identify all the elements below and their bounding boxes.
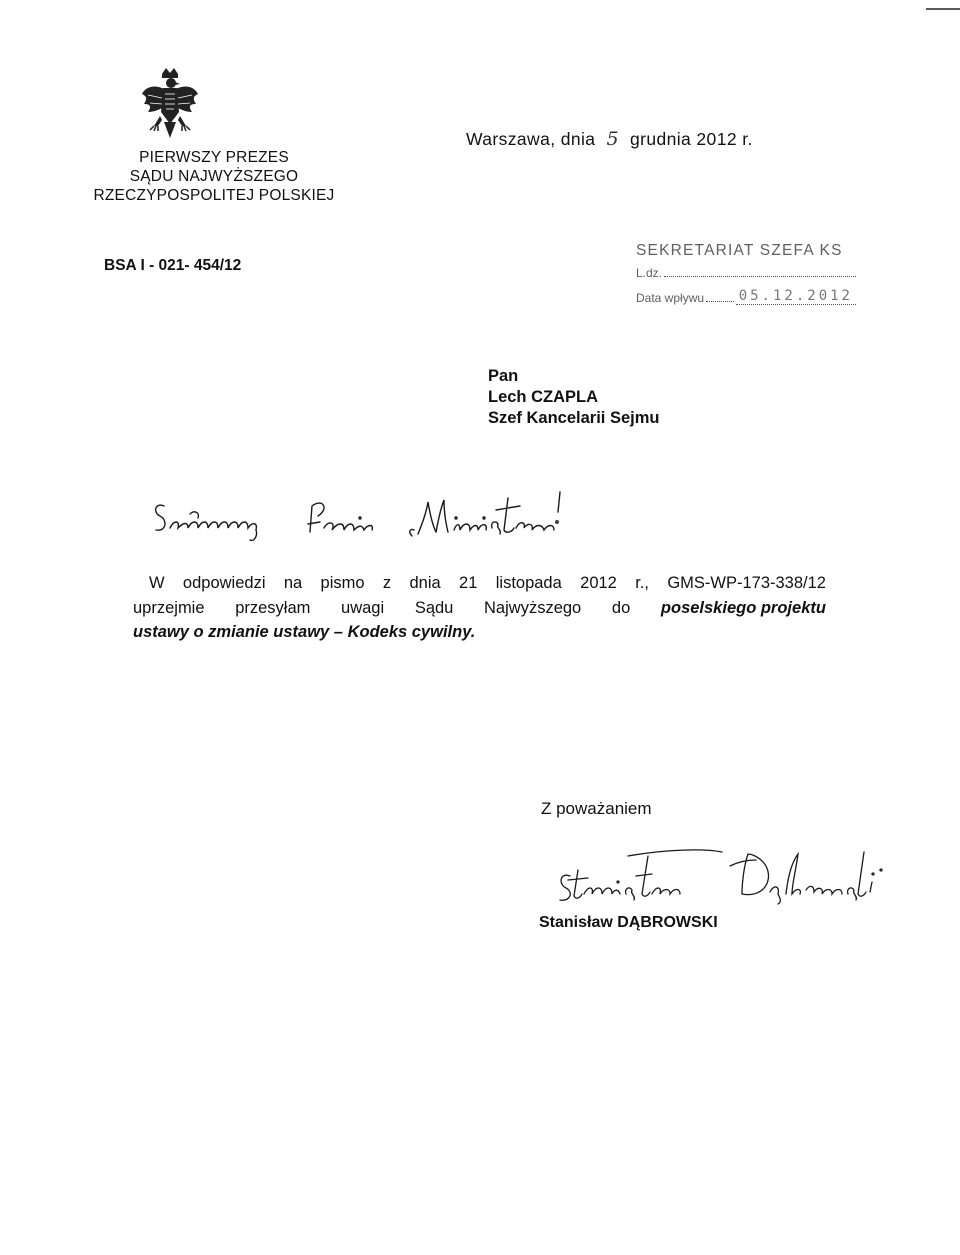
body-word: 2012 (580, 574, 617, 592)
place-date-suffix: grudnia 2012 r. (629, 129, 753, 149)
body-emphasis-1: poselskiego projektu (660, 598, 826, 617)
body-word: z (382, 574, 392, 592)
stamp-title: SEKRETARIAT SZEFA KS (636, 242, 843, 259)
stamp-ldz-dots (664, 275, 856, 277)
body-word: 21 (459, 574, 478, 592)
body-word: W (149, 574, 165, 592)
body-word: GMS-WP-173-338/12 (667, 574, 826, 592)
body-word: uwagi (341, 598, 385, 617)
received-stamp (636, 242, 856, 305)
stamp-received-dots (706, 300, 734, 302)
scan-edge-mark (920, 0, 960, 10)
addressee-block (488, 366, 660, 429)
stamp-ldz-label: L.dz. (636, 266, 663, 280)
stamp-received-value: 05.12.2012 (736, 288, 856, 305)
addressee-line-1: Pan (488, 367, 519, 385)
body-word: na (283, 574, 303, 592)
place-date-prefix: Warszawa, dnia (466, 129, 596, 149)
body-emphasis-2: ustawy o zmianie ustawy – Kodeks cywilny. (133, 623, 476, 641)
stamp-received-line (636, 288, 856, 305)
body-word: r., (635, 574, 649, 592)
body-word: przesyłam (235, 598, 311, 617)
addressee-line-2: Lech CZAPLA (488, 388, 599, 406)
signer-name: Stanisław DĄBROWSKI (539, 914, 718, 931)
body-line-3 (133, 620, 826, 645)
handwritten-salutation (150, 484, 710, 554)
issuer-line-2: SĄDU NAJWYŻSZEGO (129, 168, 299, 185)
body-word: dnia (409, 574, 441, 592)
body-word: uprzejmie (133, 598, 205, 617)
issuer-line-1: PIERWSZY PREZES (139, 149, 289, 166)
body-word: listopada (495, 574, 562, 592)
place-date (466, 128, 753, 150)
body-word: pismo (320, 574, 365, 592)
body-line-2 (133, 596, 826, 621)
body-word: odpowiedzi (182, 574, 266, 592)
body-word: do (611, 598, 631, 617)
letter-body (133, 571, 826, 645)
reference-number: BSA I - 021- 454/12 (104, 257, 242, 274)
addressee-line-3: Szef Kancelarii Sejmu (488, 409, 660, 427)
body-word: Najwyższego (484, 598, 582, 617)
closing-text: Z poważaniem (541, 799, 652, 818)
polish-eagle-emblem-icon (138, 68, 202, 144)
stamp-ldz-line (636, 266, 856, 280)
stamp-received-label: Data wpływu (636, 291, 705, 305)
handwritten-signature (552, 836, 892, 910)
issuer-line-3: RZECZYPOSPOLITEJ POLSKIEJ (93, 187, 335, 204)
place-date-day: 5 (606, 128, 619, 150)
issuer-block (84, 148, 344, 205)
body-line-1 (133, 571, 826, 596)
body-word: Sądu (414, 598, 454, 617)
